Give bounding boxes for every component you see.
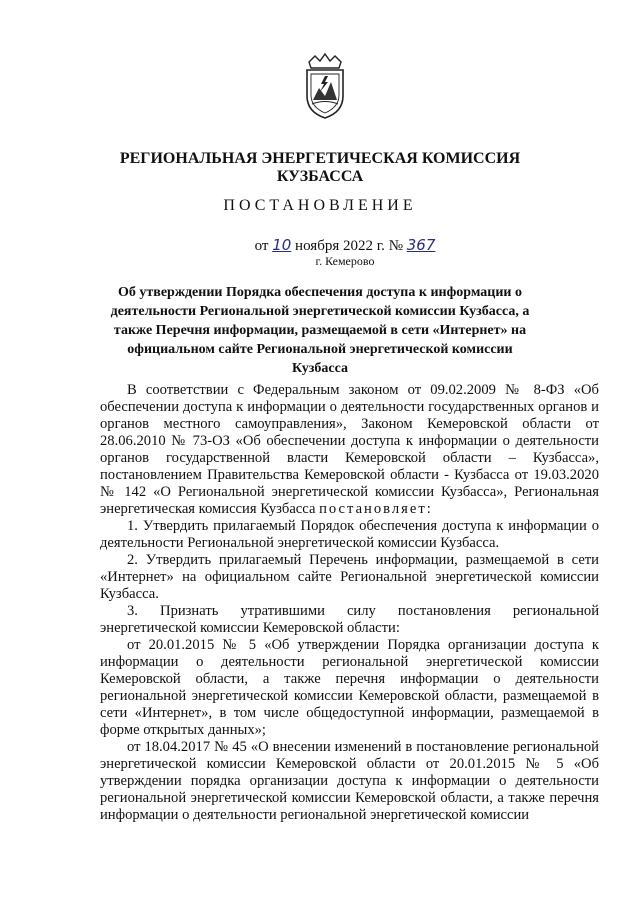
date-month-year: ноября 2022 г. bbox=[295, 238, 385, 254]
paragraph-item-2: 2. Утвердить прилагаемый Перечень информации, размещаемой в сети «Интернет» на официальном сайте Региональной энергетической комиссии Кузбасса. bbox=[100, 552, 599, 602]
document-city: г. Кемерово bbox=[315, 254, 375, 268]
document-number: 367 bbox=[406, 236, 436, 254]
document-type: ПОСТАНОВЛЕНИЕ bbox=[223, 197, 417, 214]
paragraph-repealed-2: от 18.04.2017 № 45 «О внесении изменений в постановление региональной энергетической комиссии Кемеровской области от 20.01.2015 № 5 «Об утверждении порядка организации доступа к информации о деятельности региональной энергетической комиссии Кемеровской области, а также перечня информации о деятельности региональной энергетической комиссии bbox=[100, 739, 599, 823]
document-date-line bbox=[0, 236, 640, 255]
organization-name-line2: КУЗБАССА bbox=[276, 168, 364, 185]
paragraph-item-1: 1. Утвердить прилагаемый Порядок обеспечения доступа к информации о деятельности Региональной энергетической комиссии Кузбасса. bbox=[100, 518, 599, 551]
paragraph-preamble bbox=[100, 382, 599, 518]
document-subject: Об утверждении Порядка обеспечения доступа к информации о деятельности Региональной энергетической комиссии Кузбасса, а также Перечня информации, размещаемой в сети «Интернет» на официальном сайте Региональной энергетической комиссии Кузбасса bbox=[110, 285, 530, 376]
preamble-text: В соответствии с Федеральным законом от 09.02.2009 № 8-ФЗ «Об обеспечении доступа к информации о деятельности государственных органов и органов местного самоуправления», Законом Кемеровской области от 28.06.2010 № 73-ОЗ «Об обеспечении доступа к информации о деятельности органов государственной власти Кемеровской области – Кузбасса», постановлением Правительства Кемеровской области - Кузбасса от 19.03.2020 № 142 «О Региональной энергетической комиссии Кузбасса», Региональная энергетическая комиссия Кузбасса bbox=[100, 382, 599, 517]
number-sign: № bbox=[388, 238, 403, 254]
date-day: 10 bbox=[272, 236, 292, 254]
coat-of-arms-icon bbox=[299, 52, 351, 120]
document-body bbox=[100, 382, 599, 824]
date-prefix: от bbox=[254, 238, 269, 254]
paragraph-item-3: 3. Признать утратившими силу постановления региональной энергетической комиссии Кемеровской области: bbox=[100, 603, 599, 636]
organization-name: РЕГИОНАЛЬНАЯ ЭНЕРГЕТИЧЕСКАЯ КОМИССИЯ bbox=[119, 150, 521, 167]
resolves-word: постановляет: bbox=[319, 501, 433, 517]
paragraph-repealed-1: от 20.01.2015 № 5 «Об утверждении Порядка организации доступа к информации о деятельности региональной энергетической комиссии Кемеровской области, а также перечня информации о деятельности региональной энергетической комиссии Кемеровской области, размещаемой в сети «Интернет», в том числе общедоступной информации, размещаемой в форме открытых данных»; bbox=[100, 637, 599, 738]
